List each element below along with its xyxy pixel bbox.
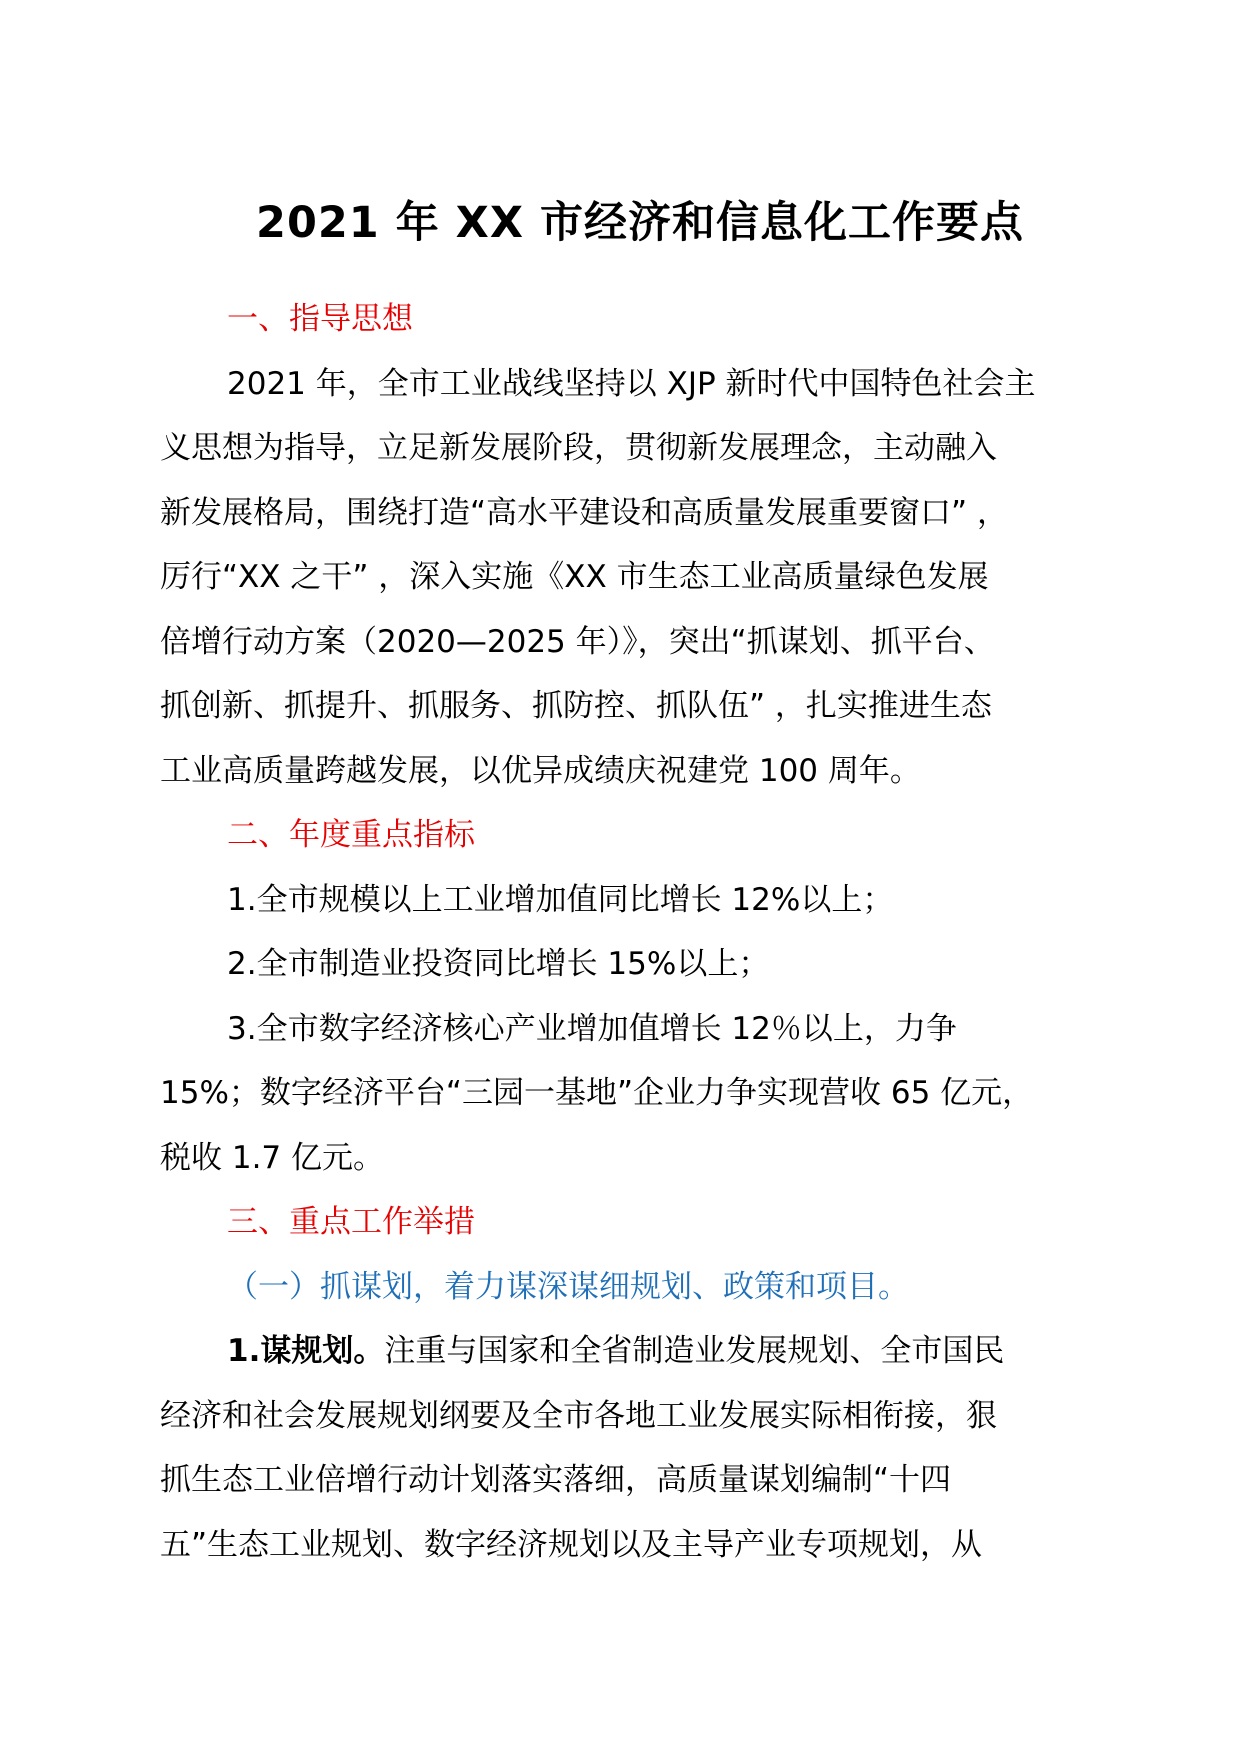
paragraph-line: 厉行“XX 之干” ，深入实施《XX 市生态工业高质量绿色发展 [160, 559, 989, 595]
paragraph-line: 15%；数字经济平台“三园一基地”企业力争实现营收 65 亿元， [160, 1075, 1034, 1111]
indicator-item: 2.全市制造业投资同比增长 15%以上； [227, 946, 770, 982]
item-lead: 1.谋规划。 [227, 1333, 385, 1369]
paragraph-line: 新发展格局，围绕打造“高水平建设和高质量发展重要窗口” ， [160, 494, 1008, 531]
section-heading-annual-indicators: 二、年度重点指标 [227, 817, 475, 853]
item-text: 注重与国家和全省制造业发展规划、全市国民 [384, 1333, 1005, 1369]
document-page [160, 195, 1120, 1577]
paragraph-line [160, 1319, 1120, 1384]
document-title: 2021 年 XX 市经济和信息化工作要点 [256, 198, 1024, 248]
paragraph-line: 义思想为指导，立足新发展阶段，贯彻新发展理念，主动融入 [160, 430, 997, 466]
section-heading-key-measures: 三、重点工作举措 [227, 1204, 475, 1240]
paragraph-line: 抓生态工业倍增行动计划落实落细，高质量谋划编制“十四 [160, 1462, 952, 1498]
paragraph-line: 经济和社会发展规划纲要及全市各地工业发展实际相衔接，狠 [160, 1397, 997, 1434]
subsection-heading: （一）抓谋划，着力谋深谋细规划、政策和项目。 [227, 1268, 909, 1305]
section-heading-guiding-ideology: 一、指导思想 [227, 301, 413, 337]
indicator-item: 1.全市规模以上工业增加值同比增长 12%以上； [227, 881, 894, 918]
indicator-item: 3.全市数字经济核心产业增加值增长 12％以上，力争 [227, 1010, 957, 1047]
paragraph-line: 税收 1.7 亿元。 [160, 1139, 385, 1176]
paragraph-line: 五”生态工业规划、数字经济规划以及主导产业专项规划，从 [160, 1526, 983, 1563]
paragraph-line: 倍增行动方案（2020—2025 年）》，突出“抓谋划、抓平台、 [160, 623, 995, 660]
paragraph-line: 2021 年，全市工业战线坚持以 XJP 新时代中国特色社会主 [227, 365, 1036, 402]
paragraph-line: 工业高质量跨越发展，以优异成绩庆祝建党 100 周年。 [160, 752, 921, 789]
paragraph-line: 抓创新、抓提升、抓服务、抓防控、抓队伍” ，扎实推进生态 [160, 688, 992, 724]
